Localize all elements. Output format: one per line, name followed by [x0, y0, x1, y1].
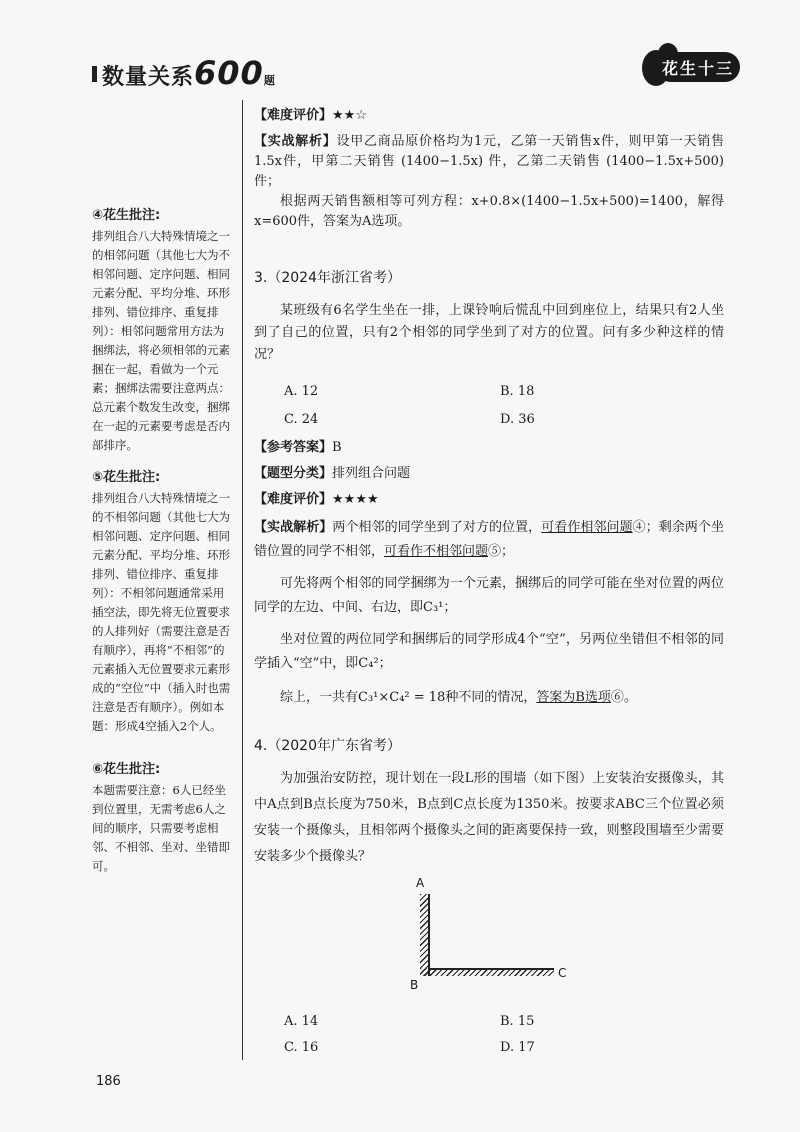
q4-option-d: D. 17: [500, 1040, 535, 1055]
sidebar-note-5: [92, 468, 234, 736]
analysis-text: 综上，一共有C₃¹×C₄² = 18种不同的情况，: [280, 690, 537, 705]
q2-analysis: [254, 132, 724, 192]
q3-option-a: A. 12: [284, 384, 319, 399]
note-body: 排列组合八大特殊情境之一的不相邻问题（其他七大为相邻问题、定序问题、相同元素分配、平均分堆、环形排列、错位排序、重复排列）：不相邻问题通常采用插空法，即先将无位置要求的人排列好（需要注意是否有顺序），再将“不相邻”的元素插入无位置要求元素形成的“空位”中（插入时也需注意是否有顺序）。例如本题：形成4空插入2个人。: [92, 491, 231, 733]
analysis-text: 两个相邻的同学坐到了对方的位置，: [332, 520, 542, 535]
answer-label: 【参考答案】: [254, 440, 333, 455]
analysis-label: 【实战解析】: [254, 520, 333, 535]
logo-text: 花生十三: [662, 59, 735, 78]
difficulty-label: 【难度评价】: [254, 108, 333, 123]
q4-heading: 4.（2020年广东省考）: [254, 738, 401, 754]
difficulty-label: 【难度评价】: [254, 492, 333, 507]
q3-analysis-3: 坐对位置的两位同学和捆绑后的同学形成4个“空”，另两位坐错但不相邻的同学插入“空”中，即C₄²；: [254, 632, 724, 671]
q3-answer: [254, 438, 724, 458]
underlined-text: 可看作相邻问题: [541, 520, 633, 535]
book-title-suffix: 题: [263, 74, 276, 87]
analysis-text: ⑥。: [610, 690, 637, 705]
sidebar-note-6: [92, 760, 234, 876]
q3-analysis-1: [254, 516, 724, 564]
header-marker: [92, 66, 97, 82]
underlined-text: 可看作不相邻问题: [384, 544, 489, 559]
book-title: [102, 54, 276, 92]
q3-option-b: B. 18: [500, 384, 535, 399]
q2-analysis-2: 根据两天销售额相等可列方程：x+0.8×(1400−1.5x+500)=1400，解得x=600件，答案为A选项。: [254, 194, 724, 229]
q4-option-c: C. 16: [284, 1040, 319, 1055]
q3-option-c: C. 24: [284, 412, 319, 427]
note-title: ⑥花生批注:: [92, 762, 161, 777]
q3-option-d: D. 36: [500, 412, 535, 427]
figure-label-b: B: [410, 978, 419, 992]
q4-option-b: B. 15: [500, 1014, 535, 1029]
book-title-number: 600: [194, 54, 264, 92]
q3-heading: 3.（2024年浙江省考）: [254, 270, 401, 286]
book-title-prefix: 数量关系: [102, 65, 195, 90]
analysis-text: ⑤；: [488, 544, 515, 559]
note-body: 排列组合八大特殊情境之一的相邻问题（其他七大为不相邻问题、定序问题、相同元素分配、平均分堆、环形排列、错位排序、重复排列）：相邻问题常用方法为捆绑法，将必须相邻的元素捆在一起，看做为一个元素；捆绑法需要注意两点：总元素个数发生改变，捆绑在一起的元素要考虑是否内部排序。: [92, 229, 230, 452]
wall-horizontal-edge: [428, 968, 554, 970]
q3-analysis-4: [254, 688, 724, 708]
note-body: 本题需要注意：6人已经坐到位置里，无需考虑6人之间的顺序，只需要考虑相邻、不相邻、坐对、坐错即可。: [92, 783, 230, 873]
sidebar-note-4: [92, 206, 234, 455]
wall-vertical-edge: [428, 894, 430, 976]
q3-analysis-2: 可先将两个相邻的同学捆绑为一个元素，捆绑后的同学可能在坐对位置的两位同学的左边、中间、右边，即C₃¹；: [254, 576, 724, 615]
q3-type: [254, 464, 724, 484]
type-value: 排列组合问题: [332, 466, 411, 481]
note-title: ④花生批注:: [92, 208, 161, 223]
underlined-text: 答案为B选项: [536, 690, 611, 705]
difficulty-stars: ★★★★: [332, 492, 379, 507]
wall-vertical: [420, 894, 428, 976]
figure-label-c: C: [558, 966, 567, 980]
analysis-label: 【实战解析】: [254, 134, 337, 149]
type-label: 【题型分类】: [254, 466, 333, 481]
note-title: ⑤花生批注:: [92, 470, 161, 485]
page-number: 186: [96, 1074, 121, 1089]
answer-value: B: [332, 440, 342, 455]
figure-label-a: A: [416, 876, 425, 890]
analysis-text: ④；剩余两个坐错位置的同学不相邻，: [254, 520, 724, 559]
analysis-text-1: 设甲乙商品原价格均为1元，乙第一天销售x件，则甲第一天销售1.5x件，甲第二天销售 (1400−1.5x) 件，乙第二天销售 (1400−1.5x+500) 件；: [254, 134, 724, 189]
q4-option-a: A. 14: [284, 1014, 319, 1029]
q2-difficulty: [254, 106, 724, 126]
q3-stem: 某班级有6名学生坐在一排，上课铃响后慌乱中回到座位上，结果只有2人坐到了自己的位置，只有2个相邻的同学坐到了对方的位置。问有多少种这样的情况？: [254, 303, 724, 362]
column-divider: [242, 100, 243, 1060]
q4-stem: 为加强治安防控，现计划在一段L形的围墙（如下图）上安装治安摄像头，其中A点到B点长度为750米，B点到C点长度为1350米。按要求ABC三个位置必须安装一个摄像头，且相邻两个摄像头之间的距离要保持一致，则整段围墙至少需要安装多少个摄像头？: [254, 771, 724, 864]
q3-difficulty: [254, 490, 724, 510]
difficulty-stars: ★★☆: [332, 108, 367, 123]
